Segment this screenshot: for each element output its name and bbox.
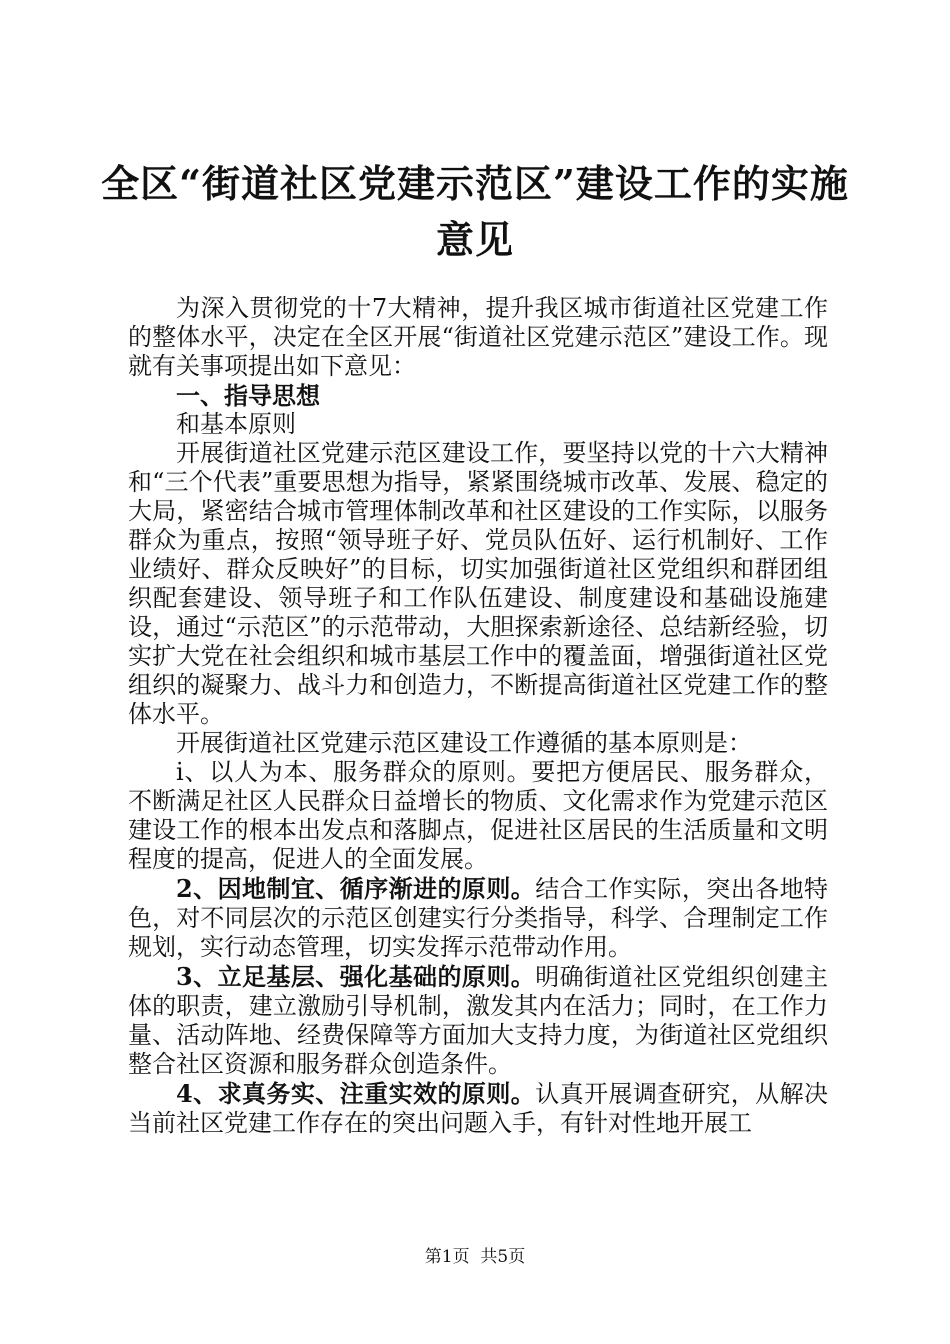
section-heading-continuation: 和基本原则	[176, 410, 296, 438]
principle-3-text: 明确街道社区党组织创建主体的职责，建立激励引导机制，激发其内在活力；同时，在工作力量、活动阵地、经费保障等方面加大支持力度，为街道社区党组织整合社区资源和服务群众创造条件。	[128, 963, 828, 1078]
principle-4-paragraph	[128, 1079, 828, 1138]
principle-2-paragraph	[128, 874, 828, 962]
document-title-line2: 意见	[435, 217, 514, 262]
principle-2-heading: 2、因地制宜、循序渐进的原则。	[176, 874, 536, 903]
principles-intro-paragraph: 开展街道社区党建示范区建设工作遵循的基本原则是：	[176, 729, 752, 757]
page-footer	[0, 1242, 950, 1267]
intro-paragraph: 为深入贯彻党的十7大精神，提升我区城市街道社区党建工作的整体水平，决定在全区开展“街道社区党建示范区”建设工作。现就有关事项提出如下意见：	[128, 294, 828, 380]
guiding-paragraph: 开展街道社区党建示范区建设工作，要坚持以党的十六大精神和“三个代表”重要思想为指导，紧紧围绕城市改革、发展、稳定的大局，紧密结合城市管理体制改革和社区建设的工作实际，以服务群众为重点，按照“领导班子好、党员队伍好、运行机制好、工作业绩好、群众反映好”的目标，切实加强街道社区党组织和群团组织配套建设、领导班子和工作队伍建设、制度建设和基础设施建设，通过“示范区”的示范带动，大胆探索新途径、总结新经验，切实扩大党在社会组织和城市基层工作中的覆盖面，增强街道社区党组织的凝聚力、战斗力和创造力，不断提高街道社区党建工作的整体水平。	[128, 439, 828, 728]
principle-1-paragraph: i、以人为本、服务群众的原则。要把方便居民、服务群众，不断满足社区人民群众日益增长的物质、文化需求作为党建示范区建设工作的根本出发点和落脚点，促进社区居民的生活质量和文明程度的提高，促进人的全面发展。	[128, 758, 828, 873]
principle-3-paragraph	[128, 962, 828, 1079]
page-number: 第1页 共5页	[424, 1247, 526, 1267]
document-title-line1: 全区“街道社区党建示范区”建设工作的实施	[101, 161, 849, 206]
principle-3-heading: 3、立足基层、强化基础的原则。	[176, 962, 536, 991]
document-body	[128, 294, 828, 1138]
principle-2-text: 结合工作实际，突出各地特色，对不同层次的示范区创建实行分类指导，科学、合理制定工作规划，实行动态管理，切实发挥示范带动作用。	[128, 875, 828, 961]
principle-4-text: 认真开展调查研究，从解决当前社区党建工作存在的突出问题入手，有针对性地开展工	[128, 1080, 828, 1137]
section-heading: 一、指导思想	[176, 381, 320, 410]
principle-4-heading: 4、求真务实、注重实效的原则。	[176, 1079, 536, 1108]
